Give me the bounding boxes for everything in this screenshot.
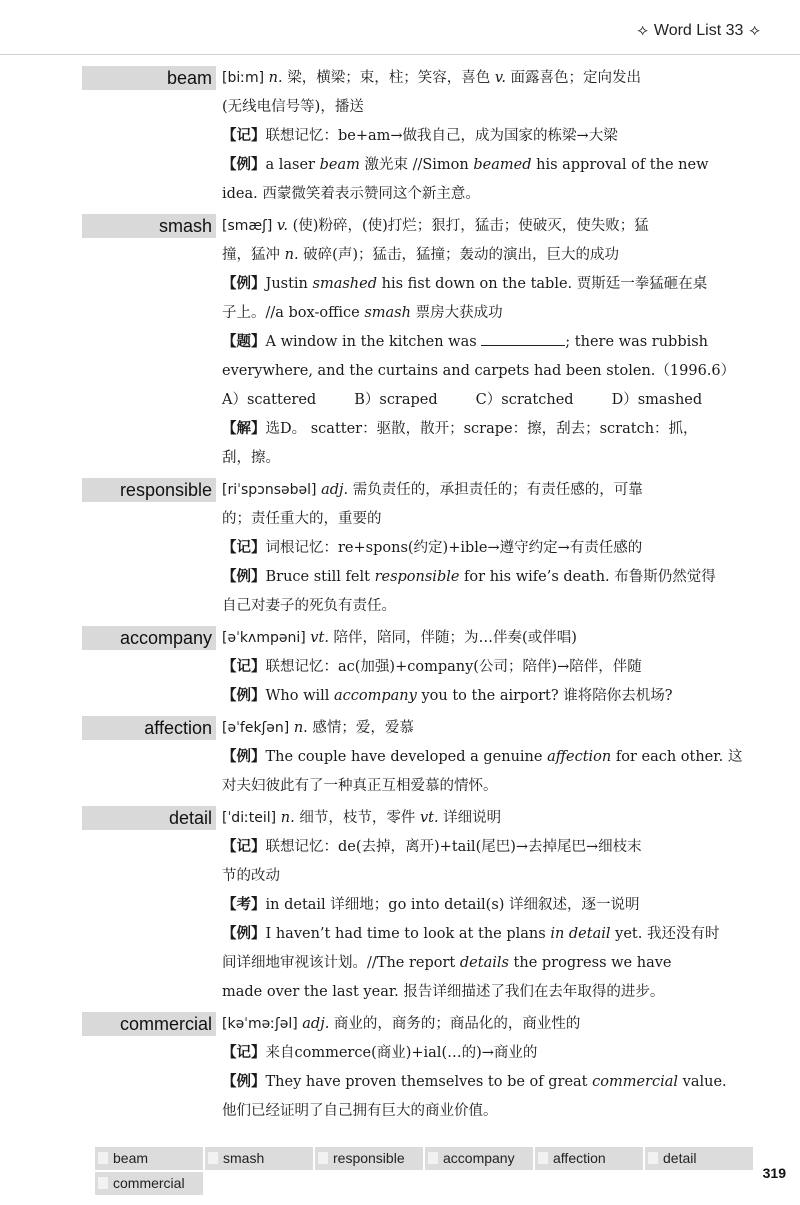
pronunciation: [biːm]	[222, 70, 265, 86]
example-line: 自己对妻子的死负有责任。	[222, 598, 396, 614]
definition: 梁，横梁；束，柱；笑容，喜色	[282, 70, 495, 86]
review-word: beam	[95, 1147, 203, 1170]
definition-line: [smæʃ] v. (使)粉碎，(使)打烂；狠打，猛击；使破灭，使失败；猛	[222, 218, 649, 234]
definition-line: (无线电信号等)，播送	[222, 99, 364, 115]
diamond-arrows-icon: ⟡	[637, 22, 648, 39]
example-line: 【例】I haven’t had time to look at the plans in detail yet. 我还没有时	[222, 926, 720, 942]
entry-responsible	[0, 476, 800, 621]
entry-accompany	[0, 624, 800, 711]
question-line: everywhere, and the curtains and carpets had been stolen.（1996.6）	[222, 363, 736, 379]
diamond-arrows-icon: ⟡	[749, 22, 760, 39]
entry-affection	[0, 714, 800, 801]
definition-line: [ˈdiːteil] n. 细节，枝节，零件 vt. 详细说明	[222, 810, 502, 826]
review-word: accompany	[425, 1147, 533, 1170]
review-word: responsible	[315, 1147, 423, 1170]
memory-line: 【记】词根记忆：re+spons(约定)+ible→遵守约定→有责任感的	[222, 540, 643, 556]
part-of-speech: v.	[276, 218, 289, 234]
example-line: made over the last year. 报告详细描述了我们在去年取得的进步。	[222, 984, 665, 1000]
part-of-speech: n.	[268, 70, 283, 86]
pronunciation: [smæʃ]	[222, 218, 273, 234]
memory-line: 节的改动	[222, 868, 280, 884]
option-d: D）smashed	[611, 392, 703, 408]
option-c: C）scratched	[475, 392, 574, 408]
pronunciation: [riˈspɔnsəbəl]	[222, 482, 317, 498]
entry-beam	[0, 64, 800, 209]
headword: accompany	[82, 626, 216, 650]
option-a: A）scattered	[222, 392, 317, 408]
example-line: 【例】Justin smashed his fist down on the table. 贾斯廷一拳猛砸在桌	[222, 276, 708, 292]
memory-line: 【记】联想记忆：be+am→做我自己，成为国家的栋梁→大梁	[222, 128, 618, 144]
definition-line: [kəˈməːʃəl] adj. 商业的，商务的；商品化的，商业性的	[222, 1016, 581, 1032]
part-of-speech: v.	[494, 70, 506, 86]
answer-blank	[481, 331, 565, 346]
review-word: smash	[205, 1147, 313, 1170]
example-line: 子上。//a box-office smash 票房大获成功	[222, 305, 503, 321]
pronunciation: [kəˈməːʃəl]	[222, 1016, 298, 1032]
definition-line: 撞，猛冲 n. 破碎(声)；猛击，猛撞；轰动的演出，巨大的成功	[222, 247, 619, 263]
example-line: 对夫妇彼此有了一种真正互相爱慕的情怀。	[222, 778, 498, 794]
answer-options	[222, 386, 754, 415]
example-line: 【例】The couple have developed a genuine affection for each other. 这	[222, 749, 743, 765]
headword: commercial	[82, 1012, 216, 1036]
question-line: 【题】A window in the kitchen was ; there was rubbish	[222, 328, 754, 357]
definition-line	[222, 64, 754, 93]
explanation-line: 【解】选D。 scatter：驱散，散开；scrape：擦，刮去；scratch：抓，	[222, 421, 698, 437]
definition-line: 的；责任重大的，重要的	[222, 511, 382, 527]
review-word: commercial	[95, 1172, 203, 1195]
pronunciation: [əˈfekʃən]	[222, 720, 290, 736]
example-line: 他们已经证明了自己拥有巨大的商业价值。	[222, 1103, 498, 1119]
page-header	[637, 22, 760, 40]
header-divider	[0, 54, 800, 55]
memory-line: 【记】联想记忆：de(去掉，离开)+tail(尾巴)→去掉尾巴→细枝末	[222, 839, 642, 855]
pronunciation: [əˈkʌmpəni]	[222, 630, 306, 646]
example-line: idea. 西蒙微笑着表示赞同这个新主意。	[222, 186, 480, 202]
review-word: detail	[645, 1147, 753, 1170]
entry-detail	[0, 804, 800, 1007]
definition-line: [əˈfekʃən] n. 感情；爱，爱慕	[222, 720, 414, 736]
review-footer	[0, 1147, 800, 1197]
entry-commercial	[0, 1010, 800, 1126]
word-list-title: Word List 33	[653, 22, 744, 39]
example-line: 【例】Bruce still felt responsible for his wife’s death. 布鲁斯仍然觉得	[222, 569, 716, 585]
headword: smash	[82, 214, 216, 238]
memory-line: 【记】来自commerce(商业)+ial(…的)→商业的	[222, 1045, 538, 1061]
example-line: 【例】They have proven themselves to be of great commercial value.	[222, 1074, 727, 1090]
entry-list	[0, 64, 800, 1129]
review-word-grid	[95, 1147, 755, 1195]
example-line: 【例】Who will accompany you to the airport? 谁将陪你去机场?	[222, 688, 673, 704]
example-line: 【例】a laser beam 激光束 //Simon beamed his approval of the new	[222, 157, 709, 173]
headword: affection	[82, 716, 216, 740]
option-b: B）scraped	[354, 392, 438, 408]
headword: detail	[82, 806, 216, 830]
explanation-line: 刮，擦。	[222, 450, 280, 466]
headword: beam	[82, 66, 216, 90]
definition-line: [əˈkʌmpəni] vt. 陪伴，陪同，伴随；为…伴奏(或伴唱)	[222, 630, 577, 646]
definition-line: [riˈspɔnsəbəl] adj. 需负责任的，承担责任的；有责任感的，可靠	[222, 482, 643, 498]
entry-smash	[0, 212, 800, 473]
page-number: 319	[762, 1165, 786, 1181]
memory-line: 【记】联想记忆：ac(加强)+company(公司；陪伴)→陪伴，伴随	[222, 659, 642, 675]
pronunciation: [ˈdiːteil]	[222, 810, 277, 826]
review-word: affection	[535, 1147, 643, 1170]
example-line: 间详细地审视该计划。//The report details the progress we have	[222, 955, 672, 971]
definition: 面露喜色；定向发出	[505, 70, 642, 86]
headword: responsible	[82, 478, 216, 502]
exam-line: 【考】in detail 详细地；go into detail(s) 详细叙述，逐一说明	[222, 897, 640, 913]
